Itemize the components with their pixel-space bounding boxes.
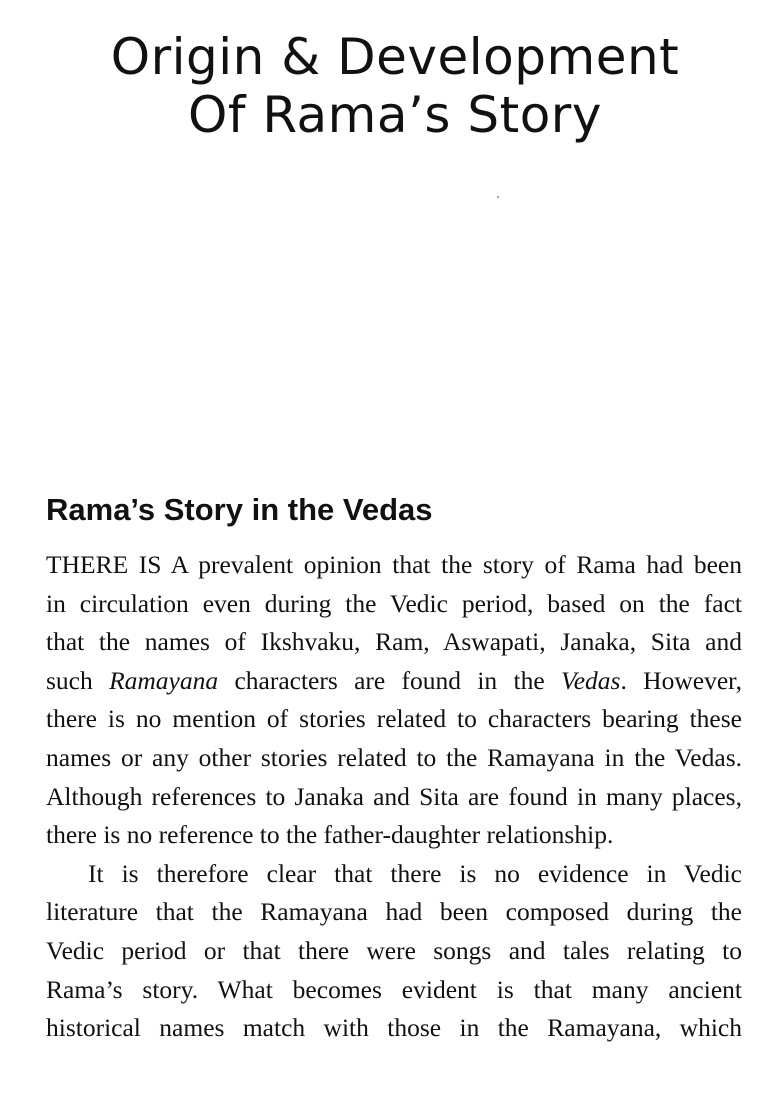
italic-term-vedas: Vedas <box>560 665 621 695</box>
text-fragment: . However, <box>620 665 742 695</box>
text-fragment: such <box>46 665 110 695</box>
text-line: Although references to Janaka and Sita are found in many places, <box>46 781 742 811</box>
chapter-title <box>0 28 780 144</box>
text-line: Rama’s story. What becomes evident is that many ancient <box>46 974 742 1004</box>
text-line-with-italics <box>46 662 742 701</box>
text-line: that the names of Ikshvaku, Ram, Aswapati, Janaka, Sita and <box>46 627 742 657</box>
text-line: It is therefore clear that there is no evidence in Vedic <box>88 858 742 888</box>
text-line: there is no mention of stories related to characters bearing these <box>46 704 742 734</box>
paragraph-1 <box>46 546 742 855</box>
text-line: THERE IS A prevalent opinion that the story of Rama had been <box>46 550 742 579</box>
italic-term-ramayana: Ramayana <box>109 665 219 695</box>
chapter-title-line-2: Of Rama’s Story <box>188 86 602 144</box>
body-text <box>46 546 742 1048</box>
text-line: there is no reference to the father-daughter relationship. <box>46 820 614 850</box>
text-line: literature that the Ramayana had been composed during the <box>46 897 742 927</box>
text-line: historical names match with those in the Ramayana, which <box>46 1013 742 1043</box>
text-line: in circulation even during the Vedic period, based on the fact <box>46 588 742 618</box>
text-line: Vedic period or that there were songs and tales relating to <box>46 935 742 965</box>
text-line: names or any other stories related to the Ramayana in the Vedas. <box>46 742 742 772</box>
paragraph-2 <box>46 855 742 1048</box>
text-fragment: characters are found in the <box>218 665 561 695</box>
chapter-title-line-1: Origin & Development <box>110 28 680 86</box>
print-speck <box>497 196 499 198</box>
section-heading: Rama’s Story in the Vedas <box>46 492 433 527</box>
